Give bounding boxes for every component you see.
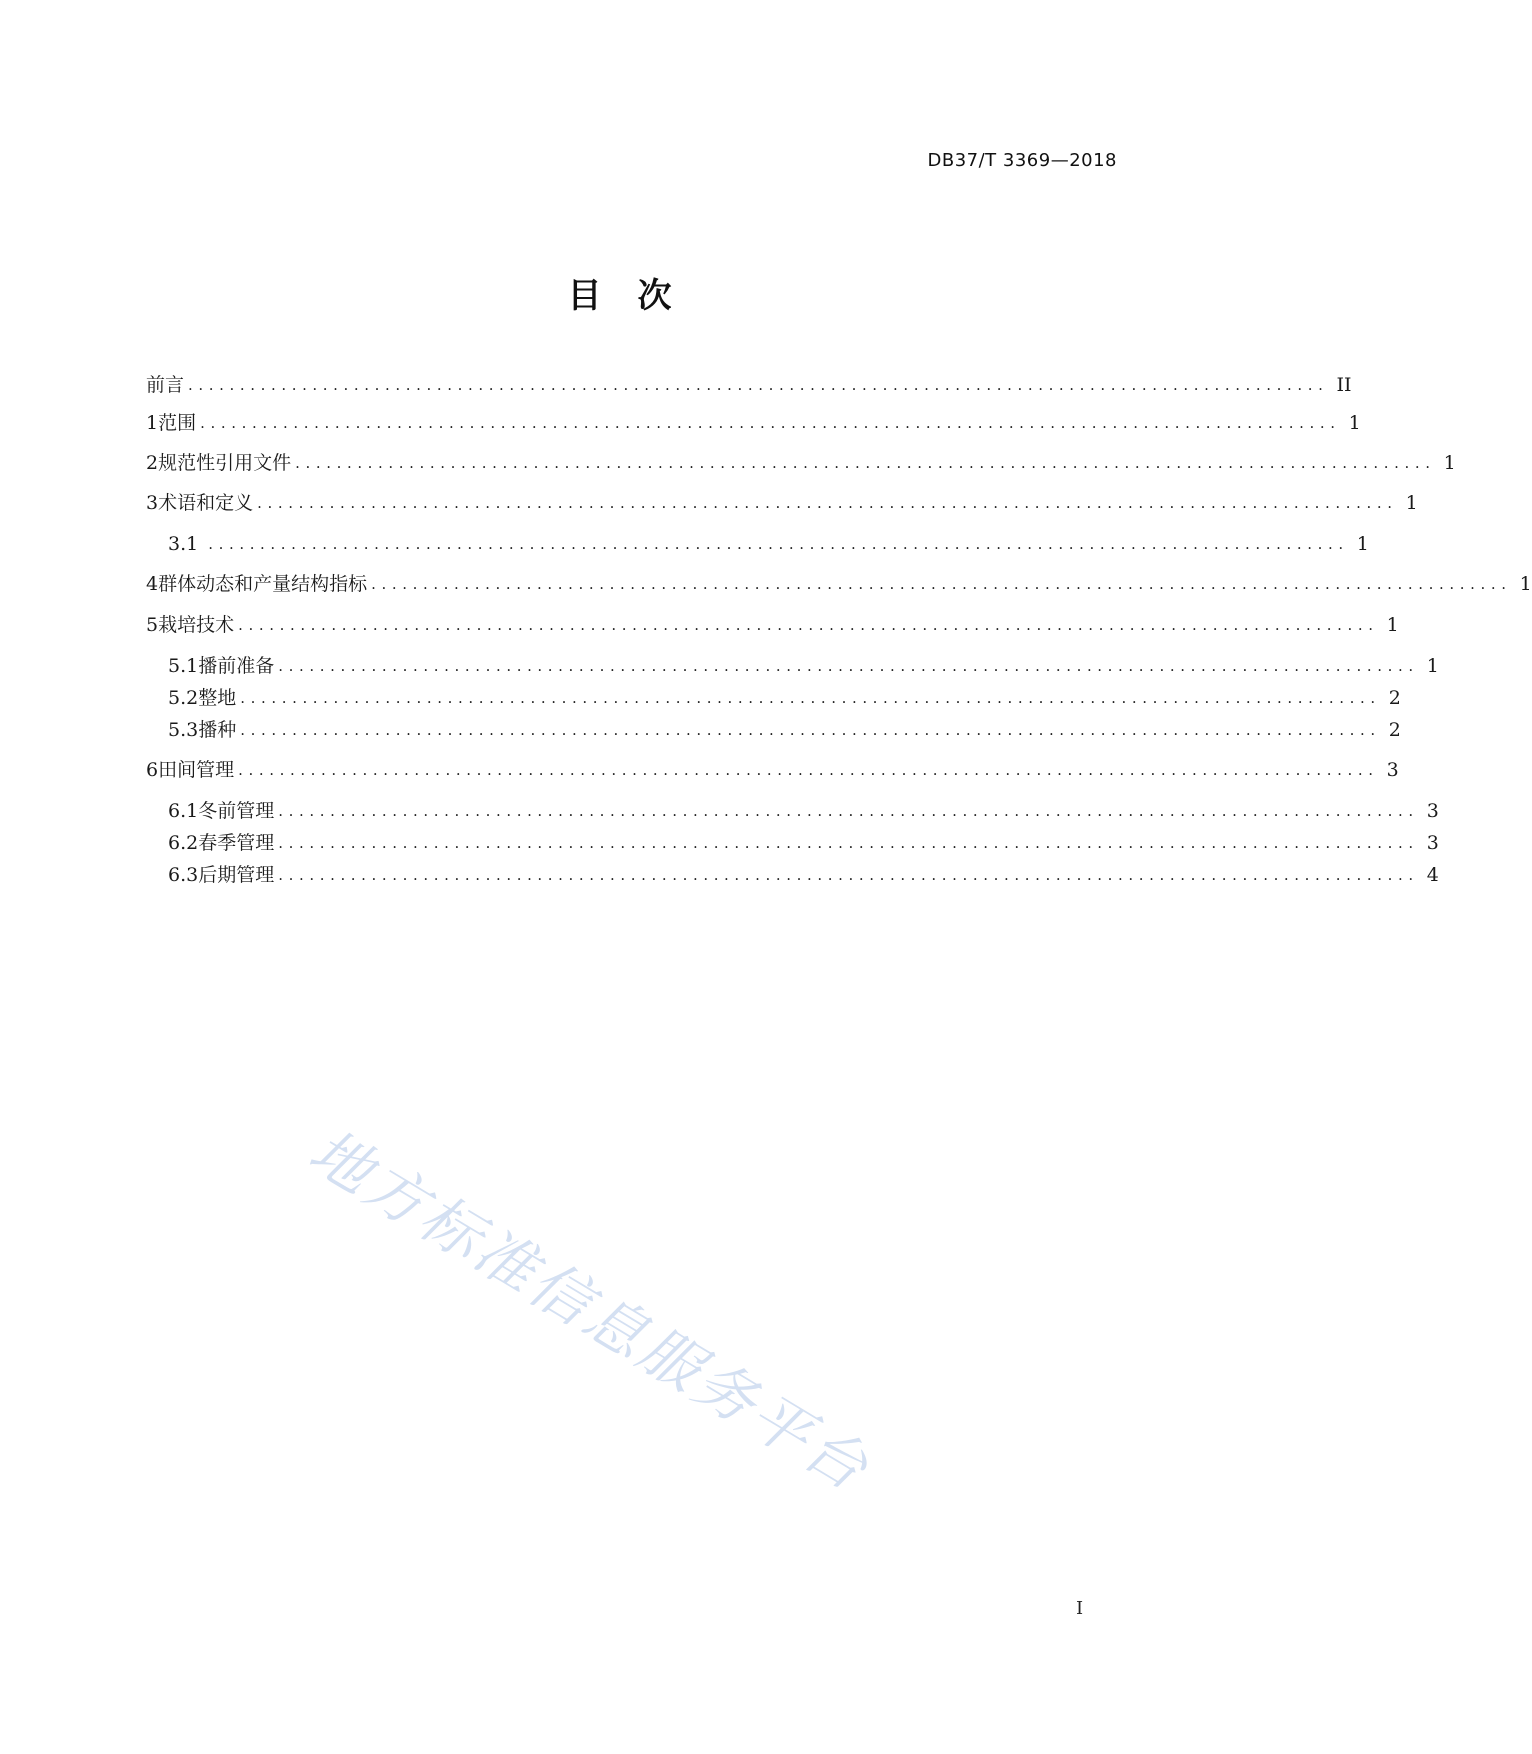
- toc-entry-page: 2: [1388, 719, 1401, 741]
- toc-entry-page: 3: [1386, 759, 1399, 781]
- toc-entry-label: 栽培技术: [158, 614, 235, 636]
- toc-entry-label: 播种: [198, 719, 237, 741]
- toc-entry-number: 6.1: [168, 800, 199, 822]
- toc-entry-page: 3: [1426, 832, 1439, 854]
- toc-leader-dots: ..............................................................................................................: [238, 616, 1379, 634]
- page-number: I: [1076, 1598, 1084, 1619]
- toc-entry-3[interactable]: [146, 489, 1418, 517]
- toc-entry-label: 规范性引用文件: [158, 452, 292, 474]
- toc-leader-dots: ..............................................................................................................: [240, 721, 1381, 739]
- toc-entry-label: 冬前管理: [198, 800, 275, 822]
- title-char-1: 目: [567, 276, 604, 316]
- toc-entry-label: 春季管理: [198, 832, 275, 854]
- toc-entry-page: 3: [1426, 800, 1439, 822]
- toc-entry-label: 范围: [158, 412, 197, 434]
- toc-leader-dots: ..............................................................................................................: [208, 535, 1349, 553]
- toc-leader-dots: ..............................................................................................................: [257, 494, 1398, 512]
- toc-entry-label: 田间管理: [158, 759, 235, 781]
- toc-entry-3-1[interactable]: [146, 530, 1369, 558]
- toc-entry-page: 1: [1426, 655, 1439, 677]
- page-title: [0, 268, 1241, 317]
- toc-entry-number: 3.1: [168, 533, 199, 555]
- toc-entry-page: 1: [1386, 614, 1399, 636]
- toc-leader-dots: ..............................................................................................................: [295, 454, 1436, 472]
- toc-entry-4[interactable]: [146, 570, 1532, 598]
- toc-entry-number: 4: [146, 573, 159, 595]
- toc-entry-page: 2: [1388, 687, 1401, 709]
- toc-entry-foreword[interactable]: [146, 371, 1352, 399]
- toc-entry-5-3[interactable]: [146, 716, 1401, 744]
- toc-entry-6[interactable]: [146, 756, 1399, 784]
- toc-leader-dots: ..............................................................................................................: [238, 761, 1379, 779]
- toc-leader-dots: ..............................................................................................................: [278, 802, 1419, 820]
- toc-entry-number: 3: [146, 492, 159, 514]
- toc-leader-dots: ..............................................................................................................: [188, 376, 1329, 394]
- toc-entry-5[interactable]: [146, 611, 1399, 639]
- toc-entry-1[interactable]: [146, 409, 1361, 437]
- toc-entry-number: 5.1: [168, 655, 199, 677]
- toc-entry-5-2[interactable]: [146, 684, 1401, 712]
- toc-entry-page: 4: [1426, 864, 1439, 886]
- toc-entry-6-3[interactable]: [146, 861, 1439, 889]
- toc-entry-number: 5: [146, 614, 159, 636]
- toc-entry-number: 6.3: [168, 864, 199, 886]
- toc-leader-dots: ..............................................................................................................: [200, 414, 1341, 432]
- toc-entry-number: 5.3: [168, 719, 199, 741]
- document-code: DB37/T 3369—2018: [927, 150, 1117, 171]
- toc-entry-label: 术语和定义: [158, 492, 254, 514]
- toc-entry-page: II: [1336, 374, 1352, 396]
- toc-entry-6-1[interactable]: [146, 797, 1439, 825]
- toc-entry-number: 5.2: [168, 687, 199, 709]
- toc-entry-5-1[interactable]: [146, 652, 1439, 680]
- toc-entry-number: 6.2: [168, 832, 199, 854]
- toc-leader-dots: ..............................................................................................................: [371, 575, 1512, 593]
- toc-entry-label: 后期管理: [198, 864, 275, 886]
- toc-entry-page: 1: [1405, 492, 1418, 514]
- toc-entry-number: 6: [146, 759, 159, 781]
- toc-leader-dots: ..............................................................................................................: [278, 657, 1419, 675]
- toc-entry-page: 1: [1348, 412, 1361, 434]
- toc-entry-label: 群体动态和产量结构指标: [158, 573, 368, 595]
- toc-leader-dots: ..............................................................................................................: [240, 689, 1381, 707]
- watermark: 地方标准信息服务平台: [297, 1116, 882, 1506]
- toc-entry-label: 整地: [198, 687, 237, 709]
- toc-entry-label: 播前准备: [198, 655, 275, 677]
- toc-entry-page: 1: [1519, 573, 1532, 595]
- toc-entry-page: 1: [1356, 533, 1369, 555]
- toc-entry-label: 前言: [146, 374, 185, 396]
- toc-entry-page: 1: [1443, 452, 1456, 474]
- toc-entry-2[interactable]: [146, 449, 1456, 477]
- toc-leader-dots: ..............................................................................................................: [278, 866, 1419, 884]
- toc-entry-6-2[interactable]: [146, 829, 1439, 857]
- title-char-2: 次: [637, 276, 674, 316]
- toc-leader-dots: ..............................................................................................................: [278, 834, 1419, 852]
- toc-entry-number: 1: [146, 412, 159, 434]
- toc-entry-number: 2: [146, 452, 159, 474]
